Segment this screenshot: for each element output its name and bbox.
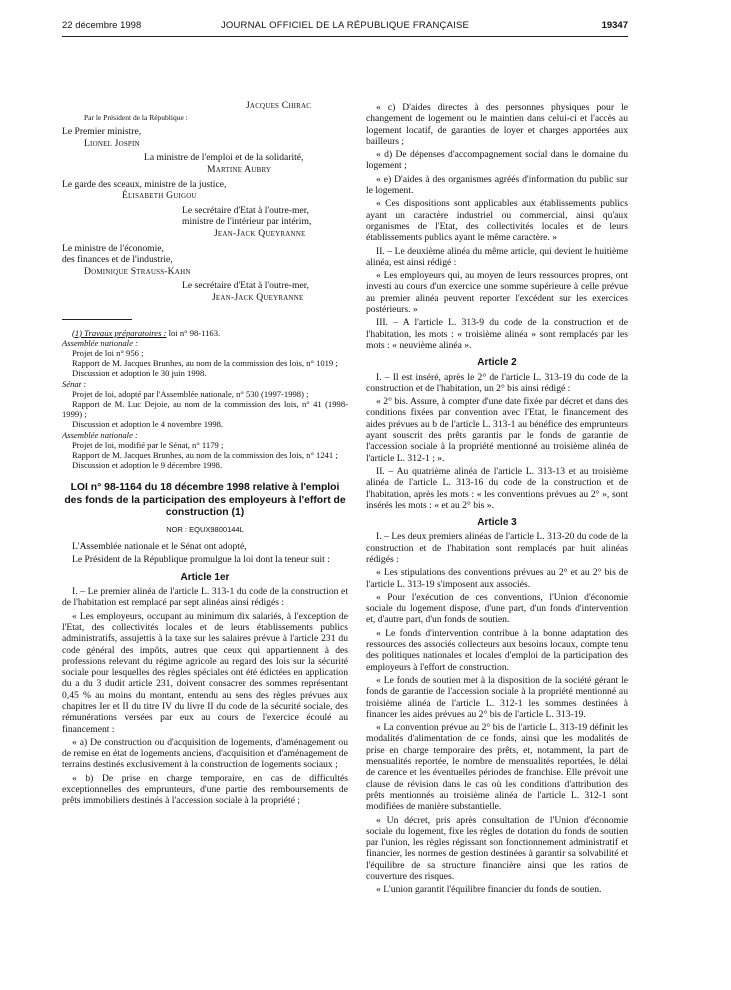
article-1-paragraph: III. – A l'article L. 313-9 du code de la construction et de l'habitation, les mots : « troisième alinéa » sont remplacés par les mots : « neuvième alinéa ». [366, 317, 628, 351]
law-nor: NOR : EQUX9800144L [166, 524, 244, 534]
signature-outremer-name: Jean-Jack Queyranne [214, 227, 306, 239]
header-rule [62, 36, 628, 37]
footnote-senat-heading: Sénat : [62, 378, 87, 389]
page-header [62, 20, 628, 34]
article-2-paragraph: « 2° bis. Assure, à compter d'une date fixée par décret et dans des conditions fixées par convention avec l'Etat, le financement des aides prévues au b de l'article L. 313-1 au bénéfice des emprunteurs ayant souscrit des prêts garantis par le fonds de garantie de l'accession sociale à la propriété mentionné au troisième alinéa de l'article L. 312-1 ; ». [366, 396, 628, 464]
article-3-paragraph: I. – Les deux premiers alinéas de l'article L. 313-20 du code de la construction et de l'habitation sont remplacés par huit alinéas rédigés : [366, 531, 628, 565]
article-3-paragraph: « Un décret, pris après consultation de l'Union d'économie sociale du logement, fixe les règles de dotation du fonds de soutien par l'union, les règles régissant son fonctionnement administratif et financier, les normes de gestion destinées à garantir sa solvabilité et l'équilibre de sa structure financière ainsi que les ratios de couverture des risques. [366, 814, 628, 882]
article-3-paragraph: « Pour l'exécution de ces conventions, l'Union d'économie sociale du logement dispose, d'une part, d'un fonds d'intervention et, d'autre part, d'un fonds de soutien. [366, 591, 628, 626]
article-1-paragraph: I. – Le premier alinéa de l'article L. 313-1 du code de la construction et de l'habitation est remplacé par sept alinéas ainsi rédigés : [62, 586, 348, 609]
article-1-paragraph: « Les employeurs qui, au moyen de leurs ressources propres, ont investi au cours d'un exercice une somme supérieure à celle prévue au premier alinéa peuvent reporter l'excédent sur les exercices postérieurs. » [366, 270, 628, 316]
article-1-paragraph: « Les employeurs, occupant au minimum dix salariés, à l'exception de l'Etat, des collectivités locales et de leurs établissements publics administratifs, assujettis à la taxe sur les salaires prévue à l'article 231 du code général des impôts, autres que ceux qui appartiennent à des professions relevant du régime agricole au regard des lois sur la sécurité sociale pour lesquelles des règles spéciales ont été édictées en application du a du 3 dudit article 231, doivent consacrer des sommes représentant 0,45 % au moins du montant, entendu au sens des règles prévues aux chapitres Ier et II du titre IV du livre II du code de la sécurité sociale, des rémunérations versées par eux au cours de l'exercice écoulé au financement : [62, 610, 348, 735]
footnote-law-ref: loi n° 98-1163. [166, 327, 221, 338]
footnote-an1-line: Rapport de M. Jacques Brunhes, au nom de la commission des lois, n° 1019 ; [72, 358, 338, 369]
signature-par: Par le Président de la République : [84, 112, 188, 122]
article-3-paragraph: « Le fonds d'intervention contribue à la bonne adaptation des ressources des associés collecteurs aux besoins locaux, compte tenu des politiques nationales et locales d'emploi de la participation des employeurs à l'effort de construction. [366, 627, 628, 673]
signature-pm-title: Le Premier ministre, [62, 126, 142, 138]
footnote-an2-line: Discussion et adoption le 9 décembre 1998. [72, 460, 223, 471]
signature-eco-subtitle: des finances et de l'industrie, [62, 254, 173, 266]
footnote-an2-line: Projet de loi, modifié par le Sénat, n° 1179 ; [72, 439, 224, 450]
footnote-block [62, 328, 348, 471]
journal-title: JOURNAL OFFICIEL DE LA RÉPUBLIQUE FRANÇAISE [220, 20, 470, 31]
signature-eco-title: Le ministre de l'économie, [62, 242, 164, 254]
footnote-an2-heading: Assemblée nationale : [62, 429, 138, 440]
signature-outremer2-name: Jean-Jack Queyranne [212, 291, 304, 303]
article-1-paragraph: II. – Le deuxième alinéa du même article, qui devient le huitième alinéa, est ainsi rédigé : [366, 245, 628, 268]
article-1-paragraph: « b) De prise en charge temporaire, en cas de difficultés exceptionnelles des emprunteurs, d'une partie des remboursements de prêts immobiliers destinés à l'accession sociale à la propriété ; [62, 772, 348, 807]
signature-eco-name: Dominique Strauss-Kahn [84, 265, 191, 277]
footnote-an1-line: Discussion et adoption le 30 juin 1998. [72, 368, 207, 379]
right-column [366, 102, 628, 896]
article-1-paragraph: « Ces dispositions sont applicables aux établissements publics ayant un caractère industriel ou commercial, ainsi qu'aux organismes de l'Etat, des collectivités locales et de leurs établissements publics ayant le même caractère. » [366, 198, 628, 244]
article-1-paragraph: « a) De construction ou d'acquisition de logements, d'aménagement ou de remise en état de logements anciens, d'acquisition et d'aménagement de terrains destinés exclusivement à la construction de logements sociaux ; [62, 736, 348, 771]
footnote-an2-line: Rapport de M. Jacques Brunhes, au nom de la commission des lois, n° 1241 ; [72, 449, 338, 460]
signature-emploi-name: Martine Aubry [207, 163, 272, 175]
article-3-paragraph: « Les stipulations des conventions prévues au 2° et au 2° bis de l'article L. 313-19 s'imposent aux associés. [366, 567, 628, 590]
article-3-paragraph: « La convention prévue au 2° bis de l'article L. 313-19 définit les modalités d'alimentation de ce fonds, ainsi que les modalités de prise en charge temporaire des prêts, et, notamment, la part de mensualités reportée, le nombre de mensualités reportées, le délai de carence et les éventuelles périodes de franchise. Elle prévoit une clause de révision dans le cas où les conditions d'attribution des prêts mentionnés au troisième alinéa de l'article L. 312-1 sont modifiées de manière substantielle. [366, 722, 628, 813]
law-intro: L'Assemblée nationale et le Sénat ont adopté, [72, 541, 247, 553]
header-date: 22 décembre 1998 [62, 20, 142, 31]
left-column [62, 100, 348, 807]
signature-outremer-subtitle: ministre de l'intérieur par intérim, [182, 216, 312, 228]
page-number: 19347 [601, 20, 628, 31]
article-2-heading: Article 2 [477, 357, 517, 369]
signature-pm-name: Lionel Jospin [84, 137, 140, 149]
signature-outremer-title: Le secrétaire d'Etat à l'outre-mer, [182, 204, 309, 216]
article-1-paragraph: « c) D'aides directes à des personnes physiques pour le changement de logement ou le maintien dans celui-ci et l'accès au logement locatif, de garanties de loyer et charges apportées aux bailleurs ; [366, 102, 628, 147]
article-1-paragraph: « e) D'aides à des organismes agréés d'information du public sur le logement. [366, 173, 628, 197]
footnote-senat-line: Discussion et adoption le 4 novembre 1998. [72, 419, 224, 430]
signature-president: Jacques Chirac [246, 100, 312, 111]
law-intro: Le Président de la République promulgue la loi dont la teneur suit : [72, 554, 330, 566]
law-title: LOI n° 98-1164 du 18 décembre 1998 relative à l'emploi des fonds de la participation des employeurs à l'effort de construction (1) [64, 482, 346, 519]
article-3-paragraph: « Le fonds de soutien met à la disposition de la société gérant le fonds de garantie de l'accession sociale à la propriété mentionné au troisième alinéa de l'article L. 312-1 les sommes destinées à financer les aides prévues au 2° bis de l'article L. 313-19. [366, 674, 628, 720]
footnote-separator [62, 319, 132, 320]
signature-emploi-title: La ministre de l'emploi et de la solidarité, [144, 152, 304, 164]
footnote-senat-line: Projet de loi, adopté par l'Assemblée nationale, n° 530 (1997-1998) ; [72, 388, 309, 399]
footnote-an1-line: Projet de loi n° 956 ; [72, 347, 144, 358]
footnote-an1-heading: Assemblée nationale : [62, 337, 138, 348]
article-1-heading: Article 1er [180, 571, 230, 583]
signature-outremer2-title: Le secrétaire d'Etat à l'outre-mer, [182, 280, 309, 292]
article-2-paragraph: I. – Il est inséré, après le 2° de l'article L. 313-19 du code de la construction et de l'habitation, un 2° bis ainsi rédigé : [366, 371, 628, 394]
article-2-paragraph: II. – Au quatrième alinéa de l'article L. 313-13 et au troisième alinéa de l'article L. 313-16 du code de la construction et de l'habitation, après les mots : « les conventions prévues au 2° », sont insérés les mots : « et au 2° bis ». [366, 465, 628, 511]
signature-garde-title: Le garde des sceaux, ministre de la justice, [62, 178, 227, 190]
footnote-label: (1) Travaux préparatoires : [72, 327, 167, 338]
footnote-senat-line: Rapport de M. Luc Dejoie, au nom de la commission des lois, n° 41 (1998-1999) ; [62, 398, 348, 420]
signature-garde-name: Élisabeth Guigou [122, 190, 197, 202]
article-3-paragraph: « L'union garantit l'équilibre financier du fonds de soutien. [376, 884, 602, 896]
article-3-heading: Article 3 [477, 517, 517, 529]
article-1-paragraph: « d) De dépenses d'accompagnement social dans le domaine du logement ; [366, 149, 628, 172]
signatures-block [62, 100, 348, 304]
